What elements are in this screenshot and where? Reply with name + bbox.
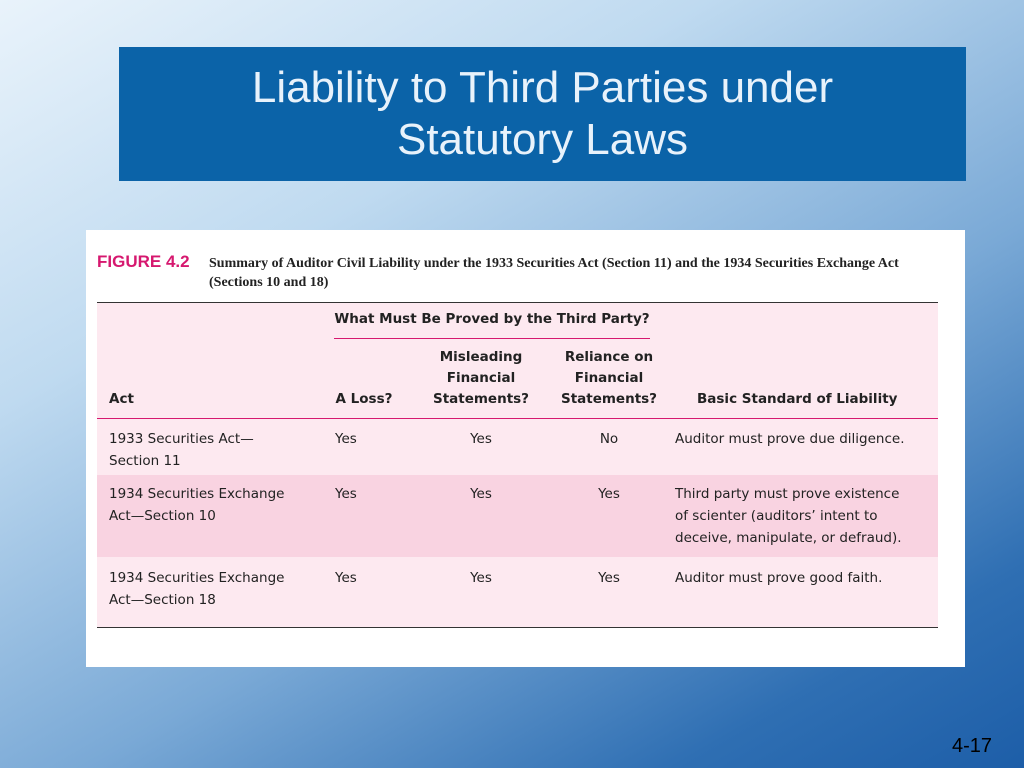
- cell-standard-line3: deceive, manipulate, or defraud).: [675, 530, 902, 546]
- liability-table: [97, 302, 938, 628]
- cell-standard-line2: of scienter (auditors’ intent to: [675, 508, 878, 524]
- figure-panel: [86, 230, 965, 667]
- group-header-rule: [334, 338, 650, 339]
- header-misleading-line2: Financial: [446, 370, 516, 386]
- header-misleading: [431, 347, 531, 410]
- header-standard: Basic Standard of Liability: [697, 391, 898, 407]
- cell-reliance: No: [599, 431, 619, 447]
- cell-act-line2: Section 11: [109, 453, 181, 469]
- cell-loss: Yes: [335, 570, 357, 586]
- cell-act-line1: 1934 Securities Exchange: [109, 570, 285, 586]
- header-rule: [97, 418, 938, 419]
- header-reliance: [553, 347, 665, 410]
- cell-act-line1: 1933 Securities Act—: [109, 431, 254, 447]
- figure-label: FIGURE 4.2: [97, 252, 190, 271]
- group-header: What Must Be Proved by the Third Party?: [334, 311, 650, 327]
- cell-standard: [675, 428, 925, 450]
- header-loss: A Loss?: [335, 391, 393, 407]
- cell-reliance: Yes: [598, 486, 620, 502]
- cell-loss: Yes: [335, 431, 357, 447]
- slide-title: Liability to Third Parties under Statutory Laws: [251, 63, 834, 164]
- header-reliance-line3: Statements?: [560, 391, 658, 407]
- page-number: 4-17: [951, 735, 992, 757]
- cell-standard: [675, 483, 925, 549]
- slide-title-box: [119, 47, 966, 181]
- table-row: [97, 475, 938, 557]
- cell-act: [109, 428, 299, 472]
- figure-caption: Summary of Auditor Civil Liability under the 1933 Securities Act (Section 11) and the 1934 Securities Exchange Act (Sections 10 and 18): [209, 256, 899, 290]
- cell-act-line2: Act—Section 18: [109, 592, 216, 608]
- cell-loss: Yes: [335, 486, 357, 502]
- table-row: [97, 557, 938, 627]
- table-row: [97, 420, 938, 475]
- header-reliance-line1: Reliance on: [564, 349, 654, 365]
- header-reliance-line2: Financial: [574, 370, 644, 386]
- cell-misleading: Yes: [470, 486, 492, 502]
- cell-reliance: Yes: [598, 570, 620, 586]
- cell-act-line2: Act—Section 10: [109, 508, 216, 524]
- cell-standard-line1: Auditor must prove due diligence.: [675, 431, 905, 447]
- cell-misleading: Yes: [470, 431, 492, 447]
- cell-standard: [675, 567, 925, 589]
- cell-act: [109, 567, 299, 611]
- cell-standard-line1: Third party must prove existence: [675, 486, 900, 502]
- header-act: Act: [109, 391, 134, 407]
- cell-act-line1: 1934 Securities Exchange: [109, 486, 285, 502]
- cell-misleading: Yes: [470, 570, 492, 586]
- header-misleading-line1: Misleading: [439, 349, 523, 365]
- cell-standard-line1: Auditor must prove good faith.: [675, 570, 883, 586]
- cell-act: [109, 483, 299, 527]
- header-misleading-line3: Statements?: [432, 391, 530, 407]
